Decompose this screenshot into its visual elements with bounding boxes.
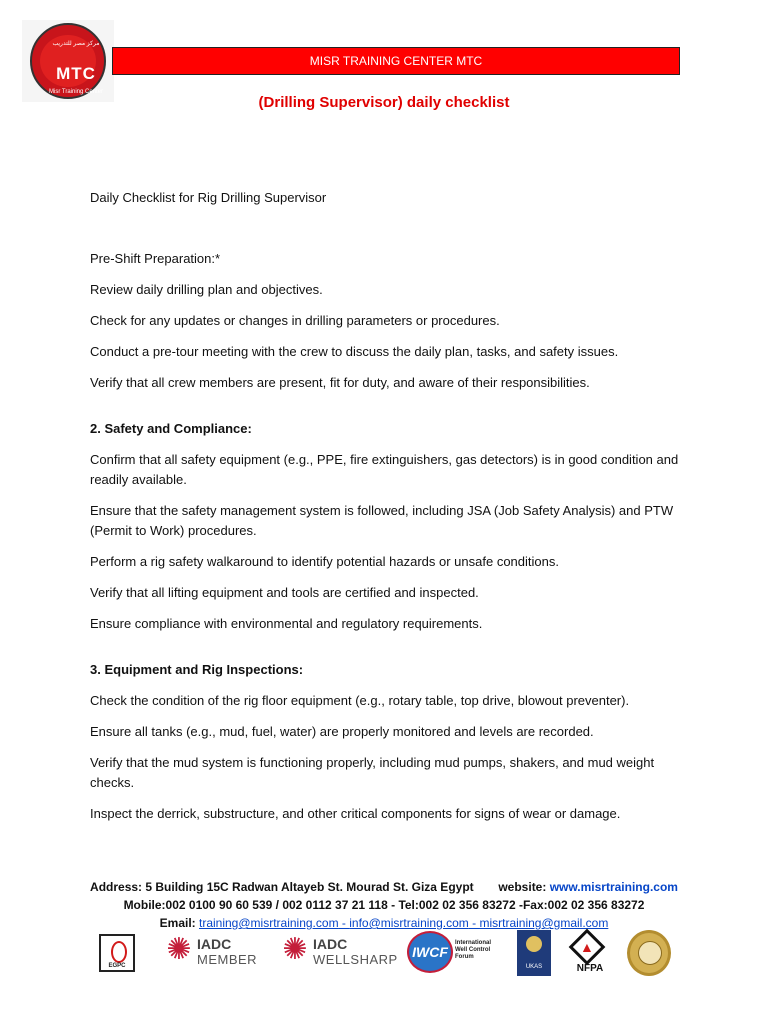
- intro-line: Daily Checklist for Rig Drilling Supervisor: [90, 190, 327, 205]
- logo-arabic-text: مركز مصر للتدريب: [52, 41, 100, 47]
- footer-address: Address: 5 Building 15C Radwan Altayeb St. Mourad St. Giza Egypt: [90, 880, 474, 894]
- iadc-wellsharp-bottom: WELLSHARP: [313, 952, 398, 967]
- gold-seal-logo: [627, 930, 671, 976]
- iwcf-logo: [407, 930, 497, 976]
- iadc-wellsharp-top: IADC: [313, 936, 348, 952]
- checklist-item: Verify that all crew members are present, fit for duty, and aware of their responsibilities.: [90, 375, 590, 390]
- checklist-item: Verify that the mud system is functioning properly, including mud pumps, shakers, and mud weight checks.: [90, 755, 655, 790]
- section2-heading: 2. Safety and Compliance:: [90, 421, 252, 436]
- iadc-star-icon: ✺: [282, 933, 308, 966]
- checklist-content: [90, 188, 680, 835]
- email-separator: -: [338, 916, 350, 930]
- logo-disc: [30, 23, 106, 99]
- footer-website-label: website:: [498, 880, 550, 894]
- email-link-gmail[interactable]: misrtraining@gmail.com: [479, 916, 609, 930]
- iwcf-text: International Well Control Forum: [455, 940, 492, 960]
- footer-email-label: Email:: [159, 916, 199, 930]
- checklist-item: Check for any updates or changes in drilling parameters or procedures.: [90, 313, 500, 328]
- checklist-item: Ensure that the safety management system is followed, including JSA (Job Safety Analysis) and PTW (Permit to Work) procedures.: [90, 503, 674, 538]
- checklist-item: Perform a rig safety walkaround to identify potential hazards or unsafe conditions.: [90, 554, 559, 569]
- logo-subtext: Misr Training Center: [48, 89, 104, 95]
- iadc-member-bottom: MEMBER: [197, 952, 258, 967]
- iwcf-mark: IWCF: [412, 944, 448, 960]
- email-separator: -: [468, 916, 480, 930]
- email-link-info[interactable]: info@misrtraining.com: [349, 916, 469, 930]
- footer-mobile: Mobile:002 0100 90 60 539 / 002 0112 37 21 118 - Tel:002 02 356 83272 -Fax:002 02 356 83272: [123, 898, 645, 912]
- document-title: (Drilling Supervisor) daily checklist: [258, 94, 510, 111]
- checklist-item: Inspect the derrick, substructure, and other critical components for signs of wear or damage.: [90, 806, 621, 821]
- footer-address-line: [0, 878, 768, 896]
- nfpa-logo: [571, 930, 609, 976]
- iadc-star-icon: ✺: [166, 933, 192, 966]
- iadc-wellsharp-logo: [279, 930, 398, 976]
- flame-icon: ▲: [580, 939, 594, 955]
- checklist-item: Confirm that all safety equipment (e.g., PPE, fire extinguishers, gas detectors) is in good condition and readily available.: [90, 452, 679, 487]
- checklist-item: Review daily drilling plan and objectives.: [90, 282, 323, 297]
- header-bar: MISR TRAINING CENTER MTC: [112, 47, 680, 75]
- logo-inner: [40, 35, 104, 95]
- logo-text: MTC: [56, 64, 96, 83]
- egpc-logo: [99, 934, 135, 972]
- nfpa-label: NFPA: [576, 963, 604, 974]
- website-link[interactable]: www.misrtraining.com: [549, 880, 678, 894]
- section1-heading: Pre-Shift Preparation:*: [90, 251, 221, 266]
- checklist-item: Conduct a pre-tour meeting with the crew to discuss the daily plan, tasks, and safety issues.: [90, 344, 619, 359]
- iadc-member-logo: [163, 930, 263, 976]
- section3-heading: 3. Equipment and Rig Inspections:: [90, 662, 304, 677]
- ukas-logo: [517, 930, 551, 976]
- footer: [0, 878, 768, 932]
- egpc-label: EGPC: [108, 963, 126, 969]
- seal-icon: [638, 941, 662, 965]
- ukas-label: UKAS: [525, 964, 543, 970]
- checklist-item: Ensure all tanks (e.g., mud, fuel, water) are properly monitored and levels are recorded.: [90, 724, 594, 739]
- mtc-logo: [22, 20, 114, 102]
- checklist-item: Ensure compliance with environmental and regulatory requirements.: [90, 616, 483, 631]
- email-link-training[interactable]: training@misrtraining.com: [199, 916, 339, 930]
- checklist-item: Check the condition of the rig floor equipment (e.g., rotary table, top drive, blowout preventer).: [90, 693, 630, 708]
- globe-icon: [407, 931, 453, 973]
- accreditation-badges: [95, 930, 675, 978]
- iadc-member-top: IADC: [197, 936, 232, 952]
- crown-icon: [526, 936, 542, 952]
- checklist-item: Verify that all lifting equipment and tools are certified and inspected.: [90, 585, 479, 600]
- egpc-flame-icon: [111, 941, 127, 963]
